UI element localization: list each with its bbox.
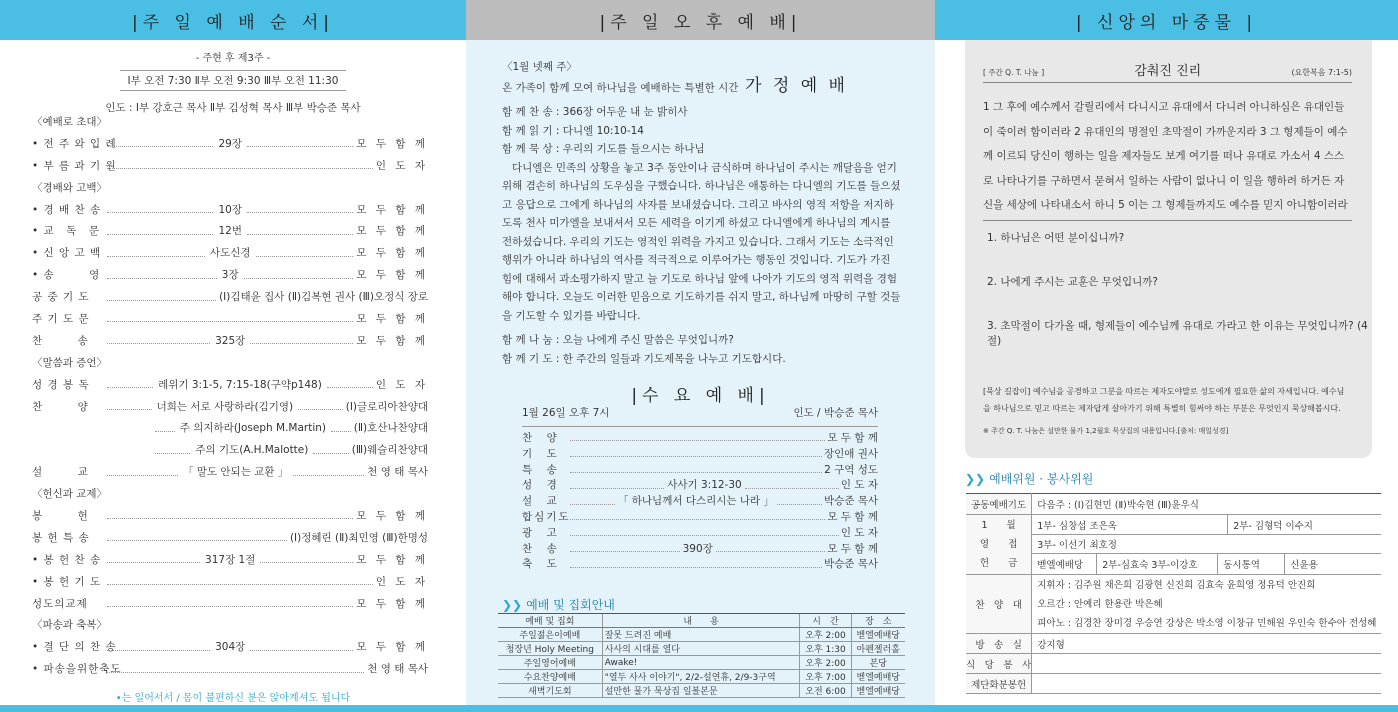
dot-leader <box>244 278 354 279</box>
wednesday-title: |수 요 예 배| <box>631 386 770 406</box>
dot-leader <box>327 387 373 388</box>
wednesday-person: 모 두 함 께 <box>827 432 878 444</box>
dot-leader <box>107 343 210 344</box>
meetings-table <box>498 613 905 698</box>
divider <box>983 82 1352 83</box>
order-label: 성도의교제 <box>32 597 88 610</box>
meetings-cell: 아펜젤러홀 <box>851 642 905 656</box>
morning-subtitle: - 주현 후 제3주 - <box>195 53 271 64</box>
morning-worship-column <box>0 0 466 712</box>
staff-value: 오르간 : 안예리 한용란 박은혜 <box>1037 598 1163 610</box>
wednesday-person: 모 두 함 께 <box>827 510 878 523</box>
dot-leader <box>313 453 348 454</box>
qt-question-2: 2. 나에게 주시는 교훈은 무엇입니까? <box>987 276 1158 288</box>
wednesday-row <box>522 557 878 573</box>
order-person: 모 두 함 께 <box>356 203 429 216</box>
staff-key: 찬 양 대 <box>966 575 1032 634</box>
divider <box>983 220 1352 221</box>
meetings-title-text: 예배 및 집회안내 <box>526 598 615 612</box>
meetings-column-header: 장 소 <box>851 614 905 628</box>
double-chevron-icon: ❯❯ <box>502 598 523 612</box>
table-row <box>498 656 905 670</box>
wednesday-row <box>522 510 878 526</box>
wednesday-person: 박승준 목사 <box>823 495 879 508</box>
order-detail: 주의 기도(A.H.Malotte) <box>195 444 309 457</box>
staff-value: 벧엘예배당 <box>1037 560 1084 571</box>
wednesday-label: 찬 송 <box>522 542 559 555</box>
order-detail: 29장 <box>218 137 242 150</box>
order-detail: 12번 <box>218 225 242 238</box>
order-label: • 신 앙 고 백 <box>32 247 102 260</box>
order-person: (Ⅱ)호산나찬양대 <box>353 422 429 435</box>
dot-leader <box>107 300 216 301</box>
order-person: 모 두 함 께 <box>356 553 429 566</box>
staff-key: 방 송 실 <box>966 634 1032 654</box>
staff-key: 헌 금 <box>979 558 1018 569</box>
dot-leader <box>107 278 217 279</box>
meetings-cell: 본당 <box>851 656 905 670</box>
order-row <box>32 572 428 594</box>
order-row <box>32 331 428 353</box>
meetings-cell: 오후 2:00 <box>800 628 851 642</box>
order-label: 봉 헌 특 송 <box>32 531 90 544</box>
pray-line: 함 께 기 도 : 한 주간의 일들과 기도제목을 나누고 기도합시다. <box>502 352 786 365</box>
qt-column <box>935 0 1398 712</box>
order-row <box>32 287 428 309</box>
meetings-cell: 사사의 시대를 열다 <box>602 642 800 656</box>
wednesday-date: 1월 26일 오후 7시 <box>522 407 610 419</box>
meetings-cell: 오후 7:00 <box>800 670 851 684</box>
order-label: 주 기 도 문 <box>32 313 90 326</box>
order-label: 설 교 <box>32 466 89 479</box>
wednesday-detail: 「 하나님께서 다스리시는 나라 」 <box>617 495 775 508</box>
dot-leader <box>247 212 353 213</box>
order-detail: 3장 <box>221 269 239 282</box>
dot-leader <box>298 409 343 410</box>
double-chevron-icon: ❯❯ <box>965 472 986 486</box>
wednesday-row <box>522 447 878 463</box>
order-label: • 봉 헌 기 도 <box>32 575 102 588</box>
staff-key: 1 월 <box>981 520 1016 531</box>
qt-question-3: 3. 초막절이 다가올 때, 형제들이 예수님께 유대로 가라고 한 이유는 무엇입니까? (4절) <box>987 320 1368 347</box>
family-intro: 온 가족이 함께 모여 하나님을 예배하는 특별한 시간 <box>502 81 739 94</box>
order-person: 모 두 함 께 <box>356 510 428 523</box>
order-row <box>32 221 428 243</box>
order-row <box>32 397 428 419</box>
meetings-cell: 벧엘예배당 <box>851 684 905 698</box>
order-section: 〈말씀과 증언〉 <box>32 356 108 369</box>
order-label: • 교 독 문 <box>32 225 100 238</box>
order-row <box>32 265 428 287</box>
meetings-cell: 오후 1:30 <box>800 642 851 656</box>
order-of-service <box>32 112 428 681</box>
order-row <box>32 659 428 681</box>
dot-leader <box>570 504 615 505</box>
hymn-line: 함 께 찬 송 : 366장 어두운 내 눈 밝히사 <box>502 106 688 118</box>
staff-table <box>966 493 1381 694</box>
order-section: 〈파송과 축복〉 <box>32 619 108 632</box>
table-row <box>498 670 905 684</box>
order-detail: 317장 1절 <box>205 553 256 566</box>
dot-leader <box>247 234 353 235</box>
morning-title: |주 일 예 배 순 서| <box>0 0 466 40</box>
dot-leader <box>155 431 175 432</box>
order-label: 찬 송 <box>32 334 89 347</box>
order-row <box>32 200 428 222</box>
dot-leader <box>570 535 839 536</box>
dot-leader <box>570 551 680 552</box>
meetings-title <box>502 596 615 613</box>
order-row <box>32 594 428 616</box>
order-person: 모 두 함 께 <box>356 313 428 326</box>
qt-question-1: 1. 하나님은 어떤 분이십니까? <box>987 232 1125 244</box>
meetings-cell: 벧엘예배당 <box>851 628 905 642</box>
order-section: 〈헌신과 교제〉 <box>32 488 108 501</box>
staff-value: 동시통역 <box>1217 554 1284 574</box>
order-row <box>32 637 428 659</box>
dot-leader <box>570 567 822 568</box>
dot-leader <box>107 212 213 213</box>
meetings-cell: 설만한 물가 묵상집 일볼본문 <box>602 684 800 698</box>
dot-leader <box>777 504 822 505</box>
order-person: 모 두 함 께 <box>356 597 428 610</box>
order-person: (Ⅰ)김태윤 집사 (Ⅱ)김복현 권사 (Ⅲ)오정식 장로 <box>219 291 428 304</box>
table-row <box>498 684 905 698</box>
wednesday-label: 합심기도 <box>522 510 571 523</box>
staff-title <box>965 470 1093 487</box>
dot-leader <box>260 562 353 563</box>
dot-leader <box>155 453 190 454</box>
dot-leader <box>570 472 822 473</box>
meetings-column-header: 내 용 <box>602 614 800 628</box>
meetings-cell: "열두 사사 이야기", 2/2-설연휴, 2/9-3구역 <box>602 670 800 684</box>
dot-leader <box>107 562 200 563</box>
staff-value: 2부- 김형덕 이수지 <box>1227 515 1318 534</box>
order-section: 〈예배로 초대〉 <box>32 116 108 128</box>
qt-title: | 신앙의 마중물 | <box>935 0 1398 40</box>
dot-leader <box>570 456 822 457</box>
staff-key: 영 접 <box>979 539 1018 550</box>
order-detail: 주 의지하라(Joseph M.Martin) <box>179 422 327 435</box>
dot-leader <box>107 606 353 607</box>
order-label: 공 중 기 도 <box>32 291 90 304</box>
staff-value <box>1032 674 1382 694</box>
staff-title-text: 예배위원 · 봉사위원 <box>989 472 1094 486</box>
order-person: 모 두 함 께 <box>356 641 428 654</box>
dot-leader <box>570 488 664 489</box>
order-section: 〈경배와 고백〉 <box>32 181 108 194</box>
wednesday-label: 특 송 <box>522 463 559 476</box>
dot-leader <box>107 256 205 257</box>
dot-leader <box>107 321 353 322</box>
meetings-cell: 청장년 Holy Meeting <box>498 642 602 656</box>
order-person: 모 두 함 께 <box>356 137 429 150</box>
order-row <box>32 156 428 178</box>
meetings-cell: 새벽기도회 <box>498 684 602 698</box>
order-label: • 결 단 의 찬 송 <box>32 641 117 654</box>
order-person: 인 도 자 <box>375 378 428 391</box>
order-row <box>32 134 428 156</box>
staff-value: 신윤용 <box>1284 554 1323 574</box>
staff-value: 3부- 이선기 최호정 <box>1032 535 1382 554</box>
devotional-body: 다니엘은 민족의 상황을 놓고 3주 동안이나 금식하며 하나님이 주시는 깨달음을 얻기 위해 겸손히 하나님의 도우심을 구했습니다. 하나님은 애통하는 다니엘의 기도를 들으셨고 응답으로 그에게 하나님의 사자를 보내셨습니다. 그리고 바사의 영적 저항을 저지하도록 천사 미가엘을 보내셔서 모든 세력을 이기게 하셨고 다니엘에게 하나님의 계시를 전하셨습니다. 우리의 기도는 영적인 위력을 가지고 있습니다. 그래서 기도는 소극적인 행위가 아니라 하나님의 역사를 적극적으로 이루어가는 행동인 것입니다. 기도가 가진 힘에 대해서 과소평가하지 말고 늘 기도로 하나님 앞에 나아가 기도의 영적 위력을 경험해야 합니다. 오늘도 이러한 믿음으로 기도하기를 쉬지 말고, 하나님께 마땅히 구할 것들을 기도할 수 있기를 바랍니다. <box>502 161 901 322</box>
order-person: (Ⅰ)글로리아찬양대 <box>345 400 429 413</box>
wednesday-row <box>522 478 878 494</box>
dot-leader <box>107 387 153 388</box>
dot-leader <box>107 146 213 147</box>
staff-value: 다음주 : (Ⅰ)김현민 (Ⅱ)박숙현 (Ⅲ)윤우식 <box>1032 494 1382 515</box>
staff-key: 제단화분봉헌 <box>966 674 1032 694</box>
order-detail: 10장 <box>218 203 242 216</box>
bottom-bar <box>0 705 1398 712</box>
order-row <box>32 550 428 572</box>
staff-value: 지휘자 : 김주원 채은희 김광현 신진희 김효숙 윤희영 정유덕 안진희 <box>1037 579 1316 591</box>
dot-leader <box>107 584 373 585</box>
week-label: 〈1월 넷째 주〉 <box>502 61 577 73</box>
dot-leader <box>570 519 825 520</box>
dot-leader <box>331 431 351 432</box>
order-person: 모 두 함 께 <box>356 225 429 238</box>
dot-leader <box>107 672 364 673</box>
staff-value: 피아노 : 김경찬 장미경 우승연 강상은 박소영 이창규 민해원 우인숙 한수아 전성혜 <box>1037 617 1377 629</box>
order-label: • 부 름 과 기 원 <box>32 159 117 172</box>
family-worship-title: 가 정 예 배 <box>745 75 848 96</box>
dot-leader <box>107 518 353 519</box>
meetings-cell: 주일영어예배 <box>498 656 602 670</box>
order-detail: 304장 <box>215 641 246 654</box>
wednesday-person: 인 도 자 <box>840 479 879 492</box>
wednesday-label: 광 고 <box>522 526 559 539</box>
share-line: 함 께 나 눔 : 오늘 나에게 주신 말씀은 무엇입니까? <box>502 334 734 346</box>
table-row <box>498 628 905 642</box>
dot-leader <box>107 650 210 651</box>
wednesday-order <box>522 431 878 573</box>
dot-leader <box>570 440 825 441</box>
order-detail: 레위기 3:1-5, 7:15-18(구약p148) <box>158 378 322 391</box>
order-row <box>32 243 428 265</box>
order-label: • 파송을위한축도 <box>32 663 122 676</box>
order-person: 모 두 함 께 <box>356 334 428 347</box>
dot-leader <box>107 234 213 235</box>
wednesday-person: 박승준 목사 <box>823 558 878 571</box>
staff-key: 식 당 봉 사 <box>966 654 1032 674</box>
order-detail: 사도신경 <box>209 247 251 260</box>
staff-value <box>1032 654 1382 674</box>
read-line: 함 께 읽 기 : 다니엘 10:10-14 <box>502 124 644 137</box>
order-label: 성 경 봉 독 <box>32 378 90 391</box>
table-row <box>498 642 905 656</box>
qt-reference: (요한복음 7:1-5) <box>1291 68 1352 77</box>
wednesday-detail: 390장 <box>682 542 713 555</box>
staff-value: 2부-심효숙 3부-이강호 <box>1096 554 1217 574</box>
qt-scripture: 1 그 후에 예수께서 갈릴리에서 다니시고 유대에서 다니려 아니하심은 유대인들이 죽이려 함이러라 2 유대인의 명절인 초막절이 가까운지라 3 그 형제들이 예수께 이르되 당신이 행하는 일을 제자들도 보게 여기를 떠나 유대로 가소서 4 스스로 나타나기를 구하면서 묻혀서 일하는 사람이 없나니 이 일을 행하려 하거든 자신을 세상에 나타내소서 하니 5 이는 그 형제들까지도 예수를 믿지 아니함이러라 <box>983 101 1348 211</box>
order-detail: 「 말도 안되는 교환 」 <box>182 466 289 479</box>
staff-value: 1부- 심창섭 조은옥 <box>1037 520 1117 532</box>
wednesday-row <box>522 542 878 558</box>
order-row <box>32 462 428 484</box>
qt-meditation-guide: [묵상 길잡이] 예수님을 공경하고 그분을 따르는 제자도야말로 성도에게 필요한 삶의 자세입니다. 예수님을 하나님으로 믿고 따르는 제자답게 살아가기 위해 특별히 힘써야 하는 부분은 무엇인지 묵상해봅시다. <box>983 387 1345 413</box>
dot-leader <box>250 650 353 651</box>
wednesday-row <box>522 494 878 510</box>
dot-leader <box>745 488 839 489</box>
dot-leader <box>293 475 364 476</box>
qt-heading: 감춰진 진리 <box>1134 64 1202 79</box>
wednesday-row <box>522 526 878 542</box>
dot-leader <box>250 343 353 344</box>
staff-value: 강지형 <box>1032 634 1382 654</box>
wednesday-label: 찬 양 <box>522 432 559 444</box>
order-person: 인 도 자 <box>375 575 428 588</box>
qt-source: ※ 주간 Q. T. 나눔은 설만한 물가 1,2월호 묵상집의 내용입니다.[출처: 매일성경] <box>983 427 1229 435</box>
qt-box <box>965 40 1372 458</box>
order-row <box>32 440 428 462</box>
order-label: • 경 배 찬 송 <box>32 203 102 216</box>
meetings-column-header: 시 간 <box>800 614 851 628</box>
order-person: 천 영 태 목사 <box>367 466 428 479</box>
service-leaders: 인도 : Ⅰ부 강호근 목사 Ⅱ부 김성혁 목사 Ⅲ부 박승준 목사 <box>105 102 361 114</box>
order-person: (Ⅲ)웨슬리찬양대 <box>351 444 429 457</box>
wednesday-person: 2 구역 성도 <box>824 463 878 476</box>
dot-leader <box>247 146 353 147</box>
wednesday-row <box>522 431 878 447</box>
standing-note: •는 일어서서 / 몸이 불편하신 분은 앉아계셔도 됩니다 <box>115 693 351 704</box>
meetings-column-header: 예배 및 집회 <box>498 614 602 628</box>
wednesday-person: 인 도 자 <box>840 526 878 539</box>
dot-leader <box>107 540 287 541</box>
order-detail: 너희는 서로 사랑하라(김기영) <box>156 400 294 413</box>
order-detail: 325장 <box>215 334 246 347</box>
order-row <box>32 506 428 528</box>
meetings-cell: 주일젊은이예배 <box>498 628 602 642</box>
dot-leader <box>107 475 178 476</box>
order-label: • 전 주 와 입 례 <box>32 137 117 150</box>
wednesday-label: 기 도 <box>522 447 559 460</box>
dot-leader <box>716 551 826 552</box>
evening-worship-column <box>466 0 935 712</box>
meetings-cell: 잘못 드려진 예배 <box>602 628 800 642</box>
meditate-line: 함 께 묵 상 : 우리의 기도를 들으시는 하나님 <box>502 143 705 155</box>
order-label: • 봉 헌 찬 송 <box>32 553 102 566</box>
wednesday-leader: 인도 / 박승준 목사 <box>793 407 878 419</box>
evening-title: |주 일 오 후 예 배| <box>466 0 935 40</box>
family-worship <box>502 58 902 368</box>
wednesday-label: 설 교 <box>522 495 559 508</box>
order-row <box>32 375 428 397</box>
meetings-cell: 오후 2:00 <box>800 656 851 670</box>
order-label: 봉 헌 <box>32 510 89 523</box>
order-row <box>32 418 428 440</box>
order-label: 찬 양 <box>32 400 89 413</box>
order-label: • 송 영 <box>32 269 101 282</box>
order-person: 모 두 함 께 <box>356 269 429 282</box>
wednesday-person: 모 두 함 께 <box>827 542 878 555</box>
order-row <box>32 528 428 550</box>
dot-leader <box>256 256 354 257</box>
meetings-cell: 벧엘예배당 <box>851 670 905 684</box>
dot-leader <box>107 168 373 169</box>
order-person: 천 영 태 목사 <box>367 663 428 676</box>
order-row <box>32 309 428 331</box>
meetings-cell: 오전 6:00 <box>800 684 851 698</box>
meetings-cell: 수요찬양예배 <box>498 670 602 684</box>
service-times: Ⅰ부 오전 7:30 Ⅱ부 오전 9:30 Ⅲ부 오전 11:30 <box>120 70 347 91</box>
wednesday-header <box>522 405 878 427</box>
wednesday-detail: 사사기 3:12-30 <box>667 479 742 492</box>
wednesday-label: 축 도 <box>522 558 559 571</box>
wednesday-person: 장인애 권사 <box>823 447 878 460</box>
dot-leader <box>107 409 152 410</box>
order-person: 인 도 자 <box>375 159 428 172</box>
wednesday-label: 성 경 <box>522 479 559 492</box>
staff-key: 공동예배기도 <box>966 494 1032 515</box>
qt-small-label: [ 주간 Q. T. 나눔 ] <box>983 68 1045 77</box>
meetings-cell: Awake! <box>602 656 800 670</box>
order-person: 모 두 함 께 <box>356 247 429 260</box>
order-person: (Ⅰ)정혜린 (Ⅱ)최민영 (Ⅲ)한명성 <box>289 531 428 544</box>
wednesday-row <box>522 463 878 479</box>
